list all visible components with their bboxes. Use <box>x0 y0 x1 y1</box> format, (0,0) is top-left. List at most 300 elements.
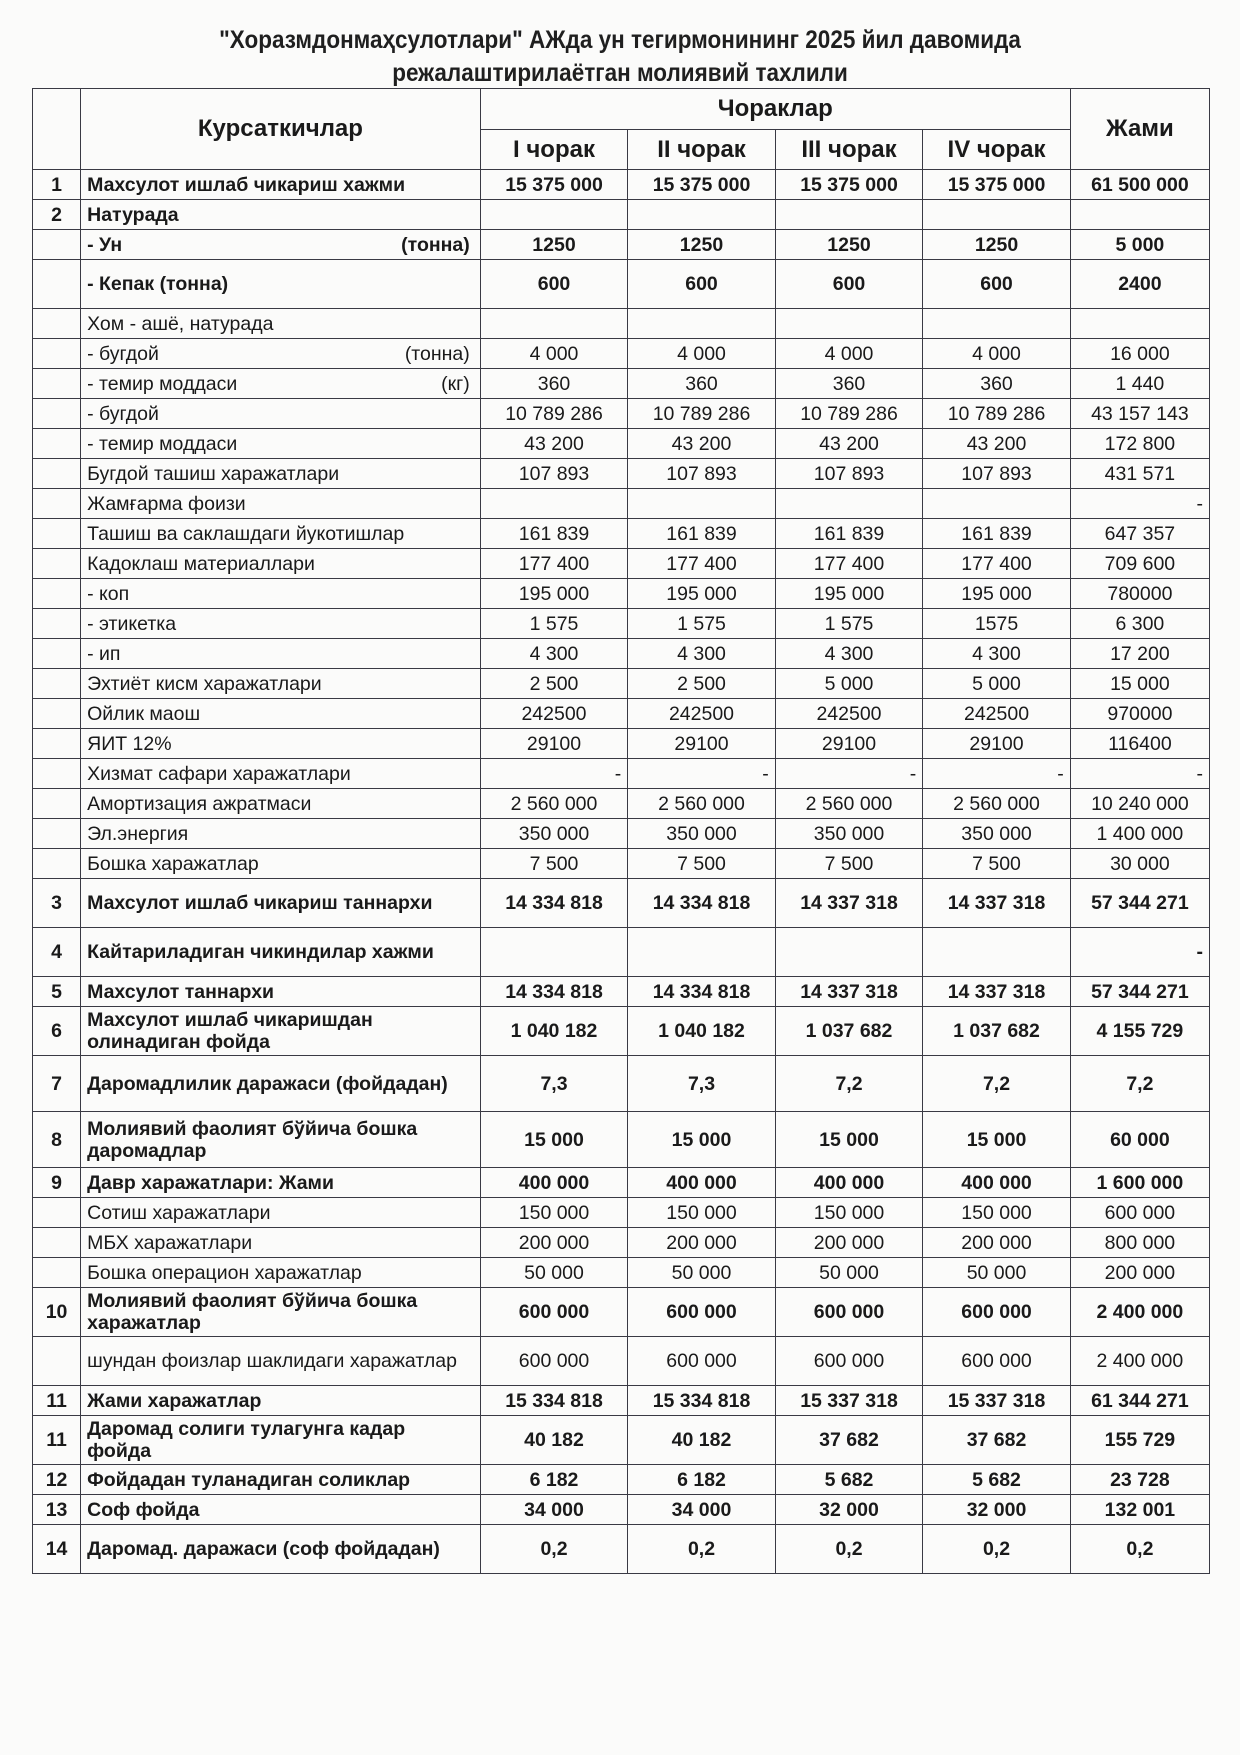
row-label: Махсулот ишлаб чикариш хажми <box>87 173 406 196</box>
row-label-cell <box>81 170 481 200</box>
table-header <box>33 89 1210 170</box>
cell-q3: 14 337 318 <box>775 879 923 928</box>
table-row <box>33 1465 1210 1495</box>
cell-q4: 15 375 000 <box>923 170 1071 200</box>
cell-total: 15 000 <box>1070 669 1209 699</box>
cell-q4: 7 500 <box>923 849 1071 879</box>
row-label: - Ун <box>87 233 123 256</box>
cell-total: 7,2 <box>1070 1056 1209 1112</box>
row-number <box>33 230 81 260</box>
row-number <box>33 789 81 819</box>
row-label-cell <box>81 1258 481 1288</box>
row-number <box>33 519 81 549</box>
cell-q2: 10 789 286 <box>628 399 776 429</box>
cell-q4: 14 337 318 <box>923 977 1071 1007</box>
cell-q3: 7,2 <box>775 1056 923 1112</box>
row-label-cell <box>81 977 481 1007</box>
cell-total: 800 000 <box>1070 1228 1209 1258</box>
cell-q4 <box>923 489 1071 519</box>
cell-q3: 32 000 <box>775 1495 923 1525</box>
row-label: Бошка операцион харажатлар <box>87 1261 362 1284</box>
table-row <box>33 1288 1210 1337</box>
row-number <box>33 759 81 789</box>
cell-q4: 177 400 <box>923 549 1071 579</box>
cell-total: 61 500 000 <box>1070 170 1209 200</box>
row-label-cell <box>81 1007 481 1056</box>
cell-q1: 4 000 <box>480 339 628 369</box>
row-number: 10 <box>33 1288 81 1337</box>
cell-q4: 32 000 <box>923 1495 1071 1525</box>
row-number: 7 <box>33 1056 81 1112</box>
cell-q3: 43 200 <box>775 429 923 459</box>
row-label: Фойдадан туланадиган соликлар <box>87 1468 411 1491</box>
table-row <box>33 1495 1210 1525</box>
row-label-cell <box>81 309 481 339</box>
table-row <box>33 549 1210 579</box>
cell-total: 17 200 <box>1070 639 1209 669</box>
row-label-cell <box>81 789 481 819</box>
cell-total: 116400 <box>1070 729 1209 759</box>
page-title <box>62 24 1178 90</box>
cell-q3: 50 000 <box>775 1258 923 1288</box>
cell-q4: 600 <box>923 260 1071 309</box>
cell-total <box>1070 309 1209 339</box>
cell-q4: 1250 <box>923 230 1071 260</box>
cell-q3: 5 682 <box>775 1465 923 1495</box>
cell-q4: 37 682 <box>923 1416 1071 1465</box>
row-unit: (тонна) <box>401 233 470 256</box>
header-q4: IV чорак <box>923 130 1071 170</box>
cell-total: 431 571 <box>1070 459 1209 489</box>
cell-q1: 107 893 <box>480 459 628 489</box>
table-body <box>33 170 1210 1574</box>
table-row <box>33 1228 1210 1258</box>
row-label: Бугдой ташиш харажатлари <box>87 462 340 485</box>
cell-q4: 4 000 <box>923 339 1071 369</box>
row-label-cell <box>81 669 481 699</box>
table-row <box>33 489 1210 519</box>
cell-q1: - <box>480 759 628 789</box>
cell-q2: 43 200 <box>628 429 776 459</box>
row-label: - бугдой <box>87 342 159 365</box>
row-label: - ип <box>87 642 121 665</box>
table-row <box>33 200 1210 230</box>
row-label: Молиявий фаолият бўйича бошка даромадлар <box>87 1117 418 1162</box>
cell-q2: 600 000 <box>628 1337 776 1386</box>
cell-total <box>1070 200 1209 230</box>
cell-total: 172 800 <box>1070 429 1209 459</box>
row-number: 2 <box>33 200 81 230</box>
cell-q2: 150 000 <box>628 1198 776 1228</box>
cell-q4 <box>923 309 1071 339</box>
cell-q2 <box>628 928 776 977</box>
cell-q2: 1 040 182 <box>628 1007 776 1056</box>
cell-q2: 34 000 <box>628 1495 776 1525</box>
cell-q1: 600 000 <box>480 1288 628 1337</box>
table-row <box>33 579 1210 609</box>
row-number: 6 <box>33 1007 81 1056</box>
cell-q1: 200 000 <box>480 1228 628 1258</box>
cell-q3: 242500 <box>775 699 923 729</box>
row-number <box>33 459 81 489</box>
row-label-cell <box>81 1168 481 1198</box>
row-label: Даромад солиги тулагунга кадар фойда <box>87 1418 406 1462</box>
cell-q4: 15 337 318 <box>923 1386 1071 1416</box>
cell-total: 2 400 000 <box>1070 1288 1209 1337</box>
row-number: 9 <box>33 1168 81 1198</box>
row-label-cell <box>81 609 481 639</box>
row-number: 8 <box>33 1112 81 1168</box>
row-number: 14 <box>33 1525 81 1574</box>
cell-q2: 1 575 <box>628 609 776 639</box>
table-row <box>33 339 1210 369</box>
cell-q4: 0,2 <box>923 1525 1071 1574</box>
cell-total: 10 240 000 <box>1070 789 1209 819</box>
cell-q4: 43 200 <box>923 429 1071 459</box>
cell-q1: 14 334 818 <box>480 879 628 928</box>
row-label-cell <box>81 1198 481 1228</box>
row-label: ЯИТ 12% <box>87 732 172 755</box>
cell-total: 2400 <box>1070 260 1209 309</box>
row-unit: (тонна) <box>404 342 470 365</box>
cell-total: 16 000 <box>1070 339 1209 369</box>
row-label: Давр харажатлари: Жами <box>87 1171 334 1194</box>
table-row <box>33 879 1210 928</box>
cell-q2 <box>628 309 776 339</box>
cell-q4: 600 000 <box>923 1337 1071 1386</box>
table-row <box>33 309 1210 339</box>
cell-total: 6 300 <box>1070 609 1209 639</box>
cell-q2: 7 500 <box>628 849 776 879</box>
cell-q2: 15 334 818 <box>628 1386 776 1416</box>
cell-q1: 1 575 <box>480 609 628 639</box>
cell-q2: 15 375 000 <box>628 170 776 200</box>
cell-q4: 195 000 <box>923 579 1071 609</box>
cell-q1: 14 334 818 <box>480 977 628 1007</box>
row-number <box>33 669 81 699</box>
table-row <box>33 260 1210 309</box>
cell-q1: 4 300 <box>480 639 628 669</box>
row-label: - коп <box>87 582 130 605</box>
cell-q1: 40 182 <box>480 1416 628 1465</box>
row-label: Жами харажатлар <box>87 1389 262 1412</box>
cell-q4: 4 300 <box>923 639 1071 669</box>
row-label: МБХ харажатлари <box>87 1231 253 1254</box>
cell-total: 23 728 <box>1070 1465 1209 1495</box>
row-label-cell <box>81 1416 481 1465</box>
cell-q4: 107 893 <box>923 459 1071 489</box>
cell-q3: 0,2 <box>775 1525 923 1574</box>
row-label-cell <box>81 339 481 369</box>
cell-q3: 29100 <box>775 729 923 759</box>
row-label-cell <box>81 1056 481 1112</box>
cell-total: 1 400 000 <box>1070 819 1209 849</box>
cell-q2: 200 000 <box>628 1228 776 1258</box>
cell-q2: 29100 <box>628 729 776 759</box>
table-row <box>33 1007 1210 1056</box>
cell-q2: 107 893 <box>628 459 776 489</box>
row-number: 3 <box>33 879 81 928</box>
row-label: - темир моддаси <box>87 432 238 455</box>
row-number <box>33 549 81 579</box>
cell-total: 30 000 <box>1070 849 1209 879</box>
cell-q3: 1250 <box>775 230 923 260</box>
row-label-cell <box>81 1465 481 1495</box>
title-line-2: режалаштирилаётган молиявий тахлили <box>392 59 848 87</box>
header-row-number <box>33 89 81 170</box>
cell-q4: 360 <box>923 369 1071 399</box>
row-label: Жамғарма фоизи <box>87 492 246 515</box>
row-number: 4 <box>33 928 81 977</box>
cell-q1: 29100 <box>480 729 628 759</box>
cell-q4: 150 000 <box>923 1198 1071 1228</box>
row-label-cell <box>81 579 481 609</box>
cell-q2: 242500 <box>628 699 776 729</box>
cell-q1: 600 000 <box>480 1337 628 1386</box>
row-number <box>33 849 81 879</box>
cell-total: 155 729 <box>1070 1416 1209 1465</box>
cell-q1 <box>480 489 628 519</box>
row-number: 5 <box>33 977 81 1007</box>
row-label-cell <box>81 1112 481 1168</box>
cell-total: 600 000 <box>1070 1198 1209 1228</box>
row-number: 12 <box>33 1465 81 1495</box>
cell-q4 <box>923 928 1071 977</box>
cell-q1: 161 839 <box>480 519 628 549</box>
cell-total: 1 440 <box>1070 369 1209 399</box>
header-q1: I чорак <box>480 130 628 170</box>
table-row <box>33 1258 1210 1288</box>
row-label-cell <box>81 928 481 977</box>
row-label: - бугдой <box>87 402 159 425</box>
row-label-cell <box>81 1228 481 1258</box>
cell-q1: 242500 <box>480 699 628 729</box>
cell-q4: 14 337 318 <box>923 879 1071 928</box>
table-row <box>33 977 1210 1007</box>
cell-total: 57 344 271 <box>1070 977 1209 1007</box>
cell-q3 <box>775 489 923 519</box>
cell-q2: 0,2 <box>628 1525 776 1574</box>
cell-q1: 400 000 <box>480 1168 628 1198</box>
cell-q4: 5 000 <box>923 669 1071 699</box>
cell-q3: 14 337 318 <box>775 977 923 1007</box>
row-label-cell <box>81 489 481 519</box>
cell-q4: 29100 <box>923 729 1071 759</box>
cell-q1: 2 560 000 <box>480 789 628 819</box>
cell-q2: 7,3 <box>628 1056 776 1112</box>
cell-q1: 7,3 <box>480 1056 628 1112</box>
table-row <box>33 928 1210 977</box>
table-row <box>33 1525 1210 1574</box>
row-label-cell <box>81 369 481 399</box>
cell-q4: 1 037 682 <box>923 1007 1071 1056</box>
cell-total: 647 357 <box>1070 519 1209 549</box>
cell-q2: 14 334 818 <box>628 879 776 928</box>
row-label: Ташиш ва саклашдаги йукотишлар <box>87 522 405 545</box>
row-label-cell <box>81 1337 481 1386</box>
row-number: 11 <box>33 1416 81 1465</box>
cell-q3: 177 400 <box>775 549 923 579</box>
cell-q1: 34 000 <box>480 1495 628 1525</box>
cell-q1: 600 <box>480 260 628 309</box>
table-row <box>33 230 1210 260</box>
row-number: 13 <box>33 1495 81 1525</box>
cell-q3: 15 337 318 <box>775 1386 923 1416</box>
cell-q4 <box>923 200 1071 230</box>
table-row <box>33 849 1210 879</box>
cell-total: 1 600 000 <box>1070 1168 1209 1198</box>
cell-q3: 107 893 <box>775 459 923 489</box>
cell-total: - <box>1070 489 1209 519</box>
cell-q3: 600 <box>775 260 923 309</box>
cell-q4: 15 000 <box>923 1112 1071 1168</box>
row-label-cell <box>81 549 481 579</box>
row-number <box>33 369 81 399</box>
row-number: 1 <box>33 170 81 200</box>
cell-q3: - <box>775 759 923 789</box>
cell-q2 <box>628 489 776 519</box>
cell-q3: 7 500 <box>775 849 923 879</box>
row-number <box>33 699 81 729</box>
cell-q2: 600 000 <box>628 1288 776 1337</box>
cell-q2 <box>628 200 776 230</box>
row-label-cell <box>81 260 481 309</box>
header-indicators: Курсаткичлар <box>81 89 481 170</box>
row-number <box>33 579 81 609</box>
cell-q3: 10 789 286 <box>775 399 923 429</box>
row-label: Молиявий фаолият бўйича бошка харажатлар <box>87 1290 418 1334</box>
row-label: Махсулот таннархи <box>87 980 275 1003</box>
cell-q3: 2 560 000 <box>775 789 923 819</box>
row-label-cell <box>81 1525 481 1574</box>
cell-q2: 14 334 818 <box>628 977 776 1007</box>
row-number <box>33 609 81 639</box>
row-number: 11 <box>33 1386 81 1416</box>
cell-q3: 350 000 <box>775 819 923 849</box>
title-line-1: "Хоразмдонмаҳсулотлари" АЖда ун тегирмонининг 2025 йил давомида <box>219 26 1021 54</box>
cell-q2: 161 839 <box>628 519 776 549</box>
table-row <box>33 1416 1210 1465</box>
row-label: Бошка харажатлар <box>87 852 259 875</box>
cell-q3 <box>775 928 923 977</box>
cell-q2: 40 182 <box>628 1416 776 1465</box>
row-label: - Кепак (тонна) <box>87 273 229 295</box>
cell-q2: 15 000 <box>628 1112 776 1168</box>
row-label: Махсулот ишлаб чикаришдан олинадиган фойда <box>87 1009 373 1053</box>
row-number <box>33 1337 81 1386</box>
cell-total: 200 000 <box>1070 1258 1209 1288</box>
cell-q4: 400 000 <box>923 1168 1071 1198</box>
header-q2: II чорак <box>628 130 776 170</box>
cell-q1: 0,2 <box>480 1525 628 1574</box>
row-label-cell <box>81 1386 481 1416</box>
table-row <box>33 1056 1210 1112</box>
cell-total: 132 001 <box>1070 1495 1209 1525</box>
financial-analysis-table <box>32 88 1210 1574</box>
cell-q1 <box>480 928 628 977</box>
row-label-cell <box>81 1495 481 1525</box>
cell-q3: 600 000 <box>775 1337 923 1386</box>
cell-q1: 2 500 <box>480 669 628 699</box>
row-label-cell <box>81 639 481 669</box>
cell-q4: 10 789 286 <box>923 399 1071 429</box>
row-number <box>33 260 81 309</box>
cell-q2: 4 300 <box>628 639 776 669</box>
row-number <box>33 309 81 339</box>
table-row <box>33 699 1210 729</box>
cell-q4: 200 000 <box>923 1228 1071 1258</box>
row-label-cell <box>81 849 481 879</box>
row-label-cell <box>81 699 481 729</box>
row-label: Кайтариладиган чикиндилар хажми <box>87 941 434 963</box>
cell-total: - <box>1070 759 1209 789</box>
cell-q1: 350 000 <box>480 819 628 849</box>
cell-q4: 7,2 <box>923 1056 1071 1112</box>
row-label: Ойлик маош <box>87 702 201 725</box>
table-row <box>33 669 1210 699</box>
cell-q2: 177 400 <box>628 549 776 579</box>
table-row <box>33 459 1210 489</box>
cell-q2: 2 500 <box>628 669 776 699</box>
header-q3: III чорак <box>775 130 923 170</box>
cell-total: 709 600 <box>1070 549 1209 579</box>
cell-q4: 50 000 <box>923 1258 1071 1288</box>
row-unit: (кг) <box>441 372 470 395</box>
cell-total: 61 344 271 <box>1070 1386 1209 1416</box>
cell-q4: 1575 <box>923 609 1071 639</box>
cell-total: 5 000 <box>1070 230 1209 260</box>
cell-q3: 5 000 <box>775 669 923 699</box>
cell-q4: 350 000 <box>923 819 1071 849</box>
cell-q4: 161 839 <box>923 519 1071 549</box>
cell-total: 57 344 271 <box>1070 879 1209 928</box>
cell-q3: 200 000 <box>775 1228 923 1258</box>
row-number <box>33 729 81 759</box>
table-row <box>33 819 1210 849</box>
row-label: Эхтиёт кисм харажатлари <box>87 672 322 695</box>
table-row <box>33 519 1210 549</box>
row-label: Амортизация ажратмаси <box>87 792 312 815</box>
row-number <box>33 819 81 849</box>
row-number <box>33 489 81 519</box>
table-row <box>33 729 1210 759</box>
cell-q3 <box>775 309 923 339</box>
cell-total: 60 000 <box>1070 1112 1209 1168</box>
row-label: Сотиш харажатлари <box>87 1201 271 1224</box>
row-number <box>33 399 81 429</box>
table-row <box>33 789 1210 819</box>
cell-q3: 4 300 <box>775 639 923 669</box>
cell-q3: 1 037 682 <box>775 1007 923 1056</box>
cell-q3: 600 000 <box>775 1288 923 1337</box>
cell-total: 4 155 729 <box>1070 1007 1209 1056</box>
row-label: Махсулот ишлаб чикариш таннархи <box>87 892 433 914</box>
table-row <box>33 369 1210 399</box>
cell-q1: 6 182 <box>480 1465 628 1495</box>
table-row <box>33 1386 1210 1416</box>
cell-q1: 177 400 <box>480 549 628 579</box>
table-row <box>33 1112 1210 1168</box>
cell-q1: 360 <box>480 369 628 399</box>
row-number <box>33 1258 81 1288</box>
row-label: - темир моддаси <box>87 372 238 395</box>
cell-q3: 37 682 <box>775 1416 923 1465</box>
cell-q4: 600 000 <box>923 1288 1071 1337</box>
row-label: Даромадлилик даражаси (фойдадан) <box>87 1072 448 1095</box>
cell-q1: 43 200 <box>480 429 628 459</box>
row-label: Даромад. даражаси (соф фойдадан) <box>87 1538 440 1560</box>
cell-q4: 2 560 000 <box>923 789 1071 819</box>
